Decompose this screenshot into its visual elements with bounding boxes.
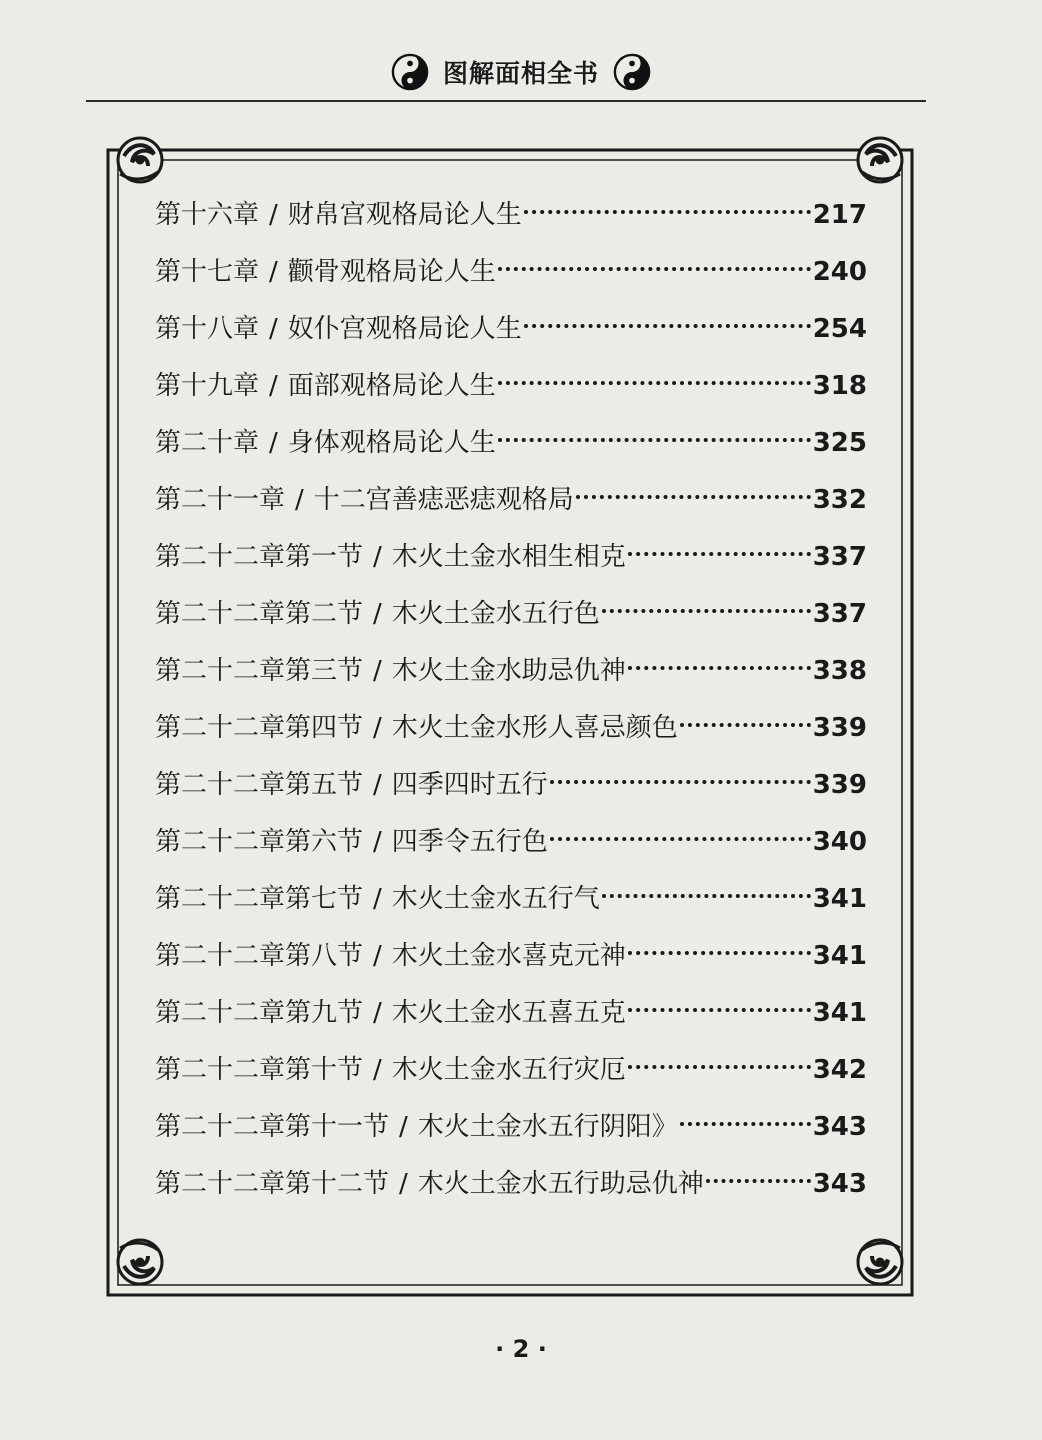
toc-chapter: 第二十二章第七节 [155,884,364,914]
toc-chapter: 第二十章 [155,428,260,458]
toc-separator: / [295,485,304,515]
dot-leader [602,609,811,613]
toc-entry[interactable] [155,990,867,1047]
toc-page-number: 325 [812,428,867,458]
toc-chapter: 第十七章 [155,257,260,287]
toc-page-number: 318 [812,371,867,401]
dot-leader [628,552,811,556]
toc-page-number: 341 [812,941,867,971]
toc-page-number: 337 [812,599,867,629]
toc-chapter: 第二十二章第四节 [155,713,364,743]
yin-yang-icon [613,53,651,91]
toc-title: 木火土金水助忌仇神 [391,656,626,686]
dot-leader [628,666,811,670]
toc-chapter: 第二十二章第三节 [155,656,364,686]
toc-entry[interactable] [155,249,867,306]
toc-title: 面部观格局论人生 [287,371,496,401]
toc-chapter: 第二十二章第十节 [155,1055,364,1085]
toc-separator: / [373,656,382,686]
toc-chapter: 第二十二章第二节 [155,599,364,629]
dot-leader [628,1065,811,1069]
dot-leader [498,438,811,442]
toc-separator: / [373,542,382,572]
toc-separator: / [373,770,382,800]
dot-leader [498,267,811,271]
dot-leader [706,1179,811,1183]
toc-entry[interactable] [155,762,867,819]
toc-separator: / [373,884,382,914]
toc-separator: / [373,713,382,743]
toc-separator: / [373,941,382,971]
toc-chapter: 第二十二章第九节 [155,998,364,1028]
dot-leader [680,1122,811,1126]
toc-page-number: 343 [812,1112,867,1142]
toc-title: 木火土金水五行助忌仇神 [417,1169,704,1199]
toc-title: 十二宫善痣恶痣观格局 [313,485,574,515]
toc-separator: / [399,1112,408,1142]
toc-entry[interactable] [155,705,867,762]
toc-separator: / [269,257,278,287]
toc-entry[interactable] [155,876,867,933]
toc-entry[interactable] [155,534,867,591]
toc-chapter: 第二十二章第十一节 [155,1112,390,1142]
toc-entry[interactable] [155,1047,867,1104]
toc-entry[interactable] [155,363,867,420]
toc-separator: / [373,827,382,857]
toc-chapter: 第二十二章第八节 [155,941,364,971]
toc-entry[interactable] [155,192,867,249]
table-of-contents [155,192,867,1218]
toc-page-number: 341 [812,884,867,914]
book-title: 图解面相全书 [442,59,599,88]
toc-entry[interactable] [155,477,867,534]
page-number: · 2 · [495,1335,547,1363]
toc-chapter: 第二十二章第十二节 [155,1169,390,1199]
dot-leader [602,894,811,898]
toc-separator: / [373,599,382,629]
toc-page-number: 338 [812,656,867,686]
toc-title: 身体观格局论人生 [287,428,496,458]
toc-separator: / [373,1055,382,1085]
toc-chapter: 第二十一章 [155,485,286,515]
toc-separator: / [269,200,278,230]
toc-entry[interactable] [155,933,867,990]
toc-title: 木火土金水五行灾厄 [391,1055,626,1085]
toc-title: 木火土金水五喜五克 [391,998,626,1028]
page-header [0,48,1042,96]
toc-title: 木火土金水五行色 [391,599,600,629]
toc-separator: / [269,428,278,458]
toc-chapter: 第十九章 [155,371,260,401]
toc-entry[interactable] [155,1161,867,1218]
dot-leader [576,495,811,499]
toc-page-number: 341 [812,998,867,1028]
toc-page-number: 332 [812,485,867,515]
toc-entry[interactable] [155,648,867,705]
toc-chapter: 第十六章 [155,200,260,230]
toc-title: 财帛宫观格局论人生 [287,200,522,230]
toc-entry[interactable] [155,1104,867,1161]
toc-title: 奴仆宫观格局论人生 [287,314,522,344]
toc-page-number: 337 [812,542,867,572]
toc-page-number: 339 [812,770,867,800]
toc-title: 木火土金水五行气 [391,884,600,914]
toc-page-number: 342 [812,1055,867,1085]
toc-title: 木火土金水五行阴阳》 [417,1112,678,1142]
toc-title: 木火土金水喜克元神 [391,941,626,971]
toc-entry[interactable] [155,420,867,477]
toc-page-number: 240 [812,257,867,287]
dot-leader [628,951,811,955]
toc-chapter: 第二十二章第五节 [155,770,364,800]
toc-entry[interactable] [155,306,867,363]
toc-title: 颧骨观格局论人生 [287,257,496,287]
toc-separator: / [399,1169,408,1199]
toc-entry[interactable] [155,591,867,648]
dot-leader [550,780,811,784]
toc-page-number: 343 [812,1169,867,1199]
dot-leader [628,1008,811,1012]
toc-chapter: 第十八章 [155,314,260,344]
dot-leader [680,723,811,727]
dot-leader [550,837,811,841]
dot-leader [498,381,811,385]
toc-page-number: 340 [812,827,867,857]
toc-separator: / [269,371,278,401]
toc-title: 四季四时五行 [391,770,548,800]
dot-leader [524,324,811,328]
yin-yang-icon [391,53,429,91]
dot-leader [524,210,811,214]
toc-title: 四季令五行色 [391,827,548,857]
header-divider [86,100,926,102]
toc-page-number: 339 [812,713,867,743]
toc-chapter: 第二十二章第一节 [155,542,364,572]
toc-separator: / [373,998,382,1028]
toc-title: 木火土金水相生相克 [391,542,626,572]
toc-page-number: 254 [812,314,867,344]
toc-title: 木火土金水形人喜忌颜色 [391,713,678,743]
toc-page-number: 217 [812,200,867,230]
toc-separator: / [269,314,278,344]
toc-entry[interactable] [155,819,867,876]
toc-chapter: 第二十二章第六节 [155,827,364,857]
